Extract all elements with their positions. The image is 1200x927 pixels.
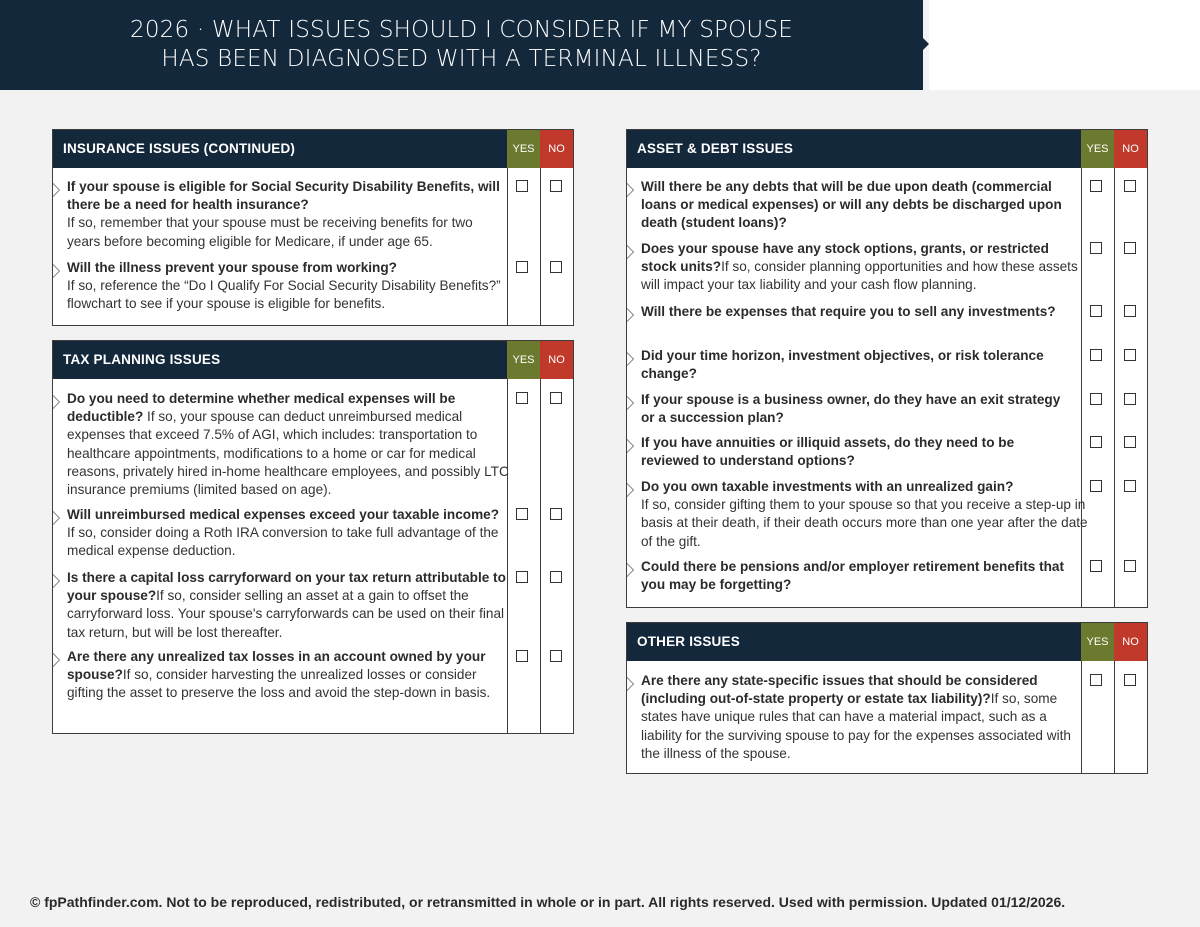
question-item bbox=[627, 472, 1146, 550]
question-text: If your spouse is a business owner, do they have an exit strategy or a succession plan? bbox=[641, 392, 1061, 426]
pointer-icon-fill bbox=[53, 184, 59, 196]
question-text: Will there be expenses that require you to sell any investments? bbox=[641, 304, 1056, 319]
panel-title: TAX PLANNING ISSUES bbox=[63, 352, 221, 367]
yes-checkbox[interactable] bbox=[1090, 674, 1102, 686]
yes-checkbox[interactable] bbox=[1090, 480, 1102, 492]
question-text: Will there be any debts that will be due upon death (commercial loans or medical expenses) or will any debts be discharged upon death (student loans)? bbox=[641, 179, 1062, 231]
yes-column-header: YES bbox=[1081, 130, 1114, 168]
no-checkbox[interactable] bbox=[1124, 242, 1136, 254]
panel-header bbox=[53, 130, 573, 168]
no-checkbox[interactable] bbox=[550, 650, 562, 662]
question-item bbox=[627, 172, 1146, 232]
yes-checkbox[interactable] bbox=[516, 180, 528, 192]
yes-checkbox[interactable] bbox=[516, 650, 528, 662]
panel-header bbox=[53, 341, 573, 379]
yes-checkbox[interactable] bbox=[1090, 305, 1102, 317]
question-text: Will unreimbursed medical expenses exceed your taxable income? If so, consider doing a Roth IRA conversion to take full advantage of the medical expense deduction. bbox=[67, 507, 500, 559]
pointer-icon-fill bbox=[627, 564, 633, 576]
panel-header bbox=[627, 623, 1147, 661]
panel-title: ASSET & DEBT ISSUES bbox=[637, 141, 794, 156]
no-column-header: NO bbox=[1114, 623, 1147, 661]
copyright-footer: © fpPathfinder.com. Not to be reproduced, redistributed, or retransmitted in whole or in part. All rights reserved. Used with permission. Updated 01/12/2026. bbox=[30, 894, 1066, 910]
yes-checkbox[interactable] bbox=[1090, 393, 1102, 405]
no-checkbox[interactable] bbox=[1124, 674, 1136, 686]
question-item bbox=[53, 642, 572, 730]
no-checkbox[interactable] bbox=[1124, 180, 1136, 192]
pointer-icon-fill bbox=[627, 184, 633, 196]
pointer-icon-fill bbox=[53, 512, 59, 524]
pointer-icon-fill bbox=[53, 265, 59, 277]
question-item bbox=[53, 563, 572, 641]
pointer-icon-fill bbox=[627, 397, 633, 409]
no-checkbox[interactable] bbox=[1124, 349, 1136, 361]
header-banner bbox=[0, 0, 923, 90]
question-text: Did your time horizon, investment objectives, or risk tolerance change? bbox=[641, 348, 1044, 382]
yes-column-header: YES bbox=[507, 341, 540, 379]
pointer-icon-fill bbox=[53, 396, 59, 408]
question-text: If you have annuities or illiquid assets, do they need to be reviewed to understand options? bbox=[641, 435, 1015, 469]
question-text: Will the illness prevent your spouse from working? If so, reference the “Do I Qualify For Social Security Disability Benefits?” flowchart to see if your spouse is eligible for benefits. bbox=[67, 260, 501, 312]
question-item bbox=[627, 428, 1146, 470]
no-checkbox[interactable] bbox=[1124, 305, 1136, 317]
no-checkbox[interactable] bbox=[1124, 560, 1136, 572]
question-text: If your spouse is eligible for Social Security Disability Benefits, will there be a need for health insurance? If so, remember that your spouse must be receiving benefits for two years before becoming eligible for Medicare, if under age 65. bbox=[67, 179, 500, 249]
yes-checkbox[interactable] bbox=[1090, 180, 1102, 192]
yes-checkbox[interactable] bbox=[516, 508, 528, 520]
question-text: Is there a capital loss carryforward on your tax return attributable to your spouse?If so, consider selling an asset at a gain to offset the carryforward loss. Your spouse's carryforwards can be used on their final tax return, but will be lost thereafter. bbox=[67, 570, 506, 640]
panel-header bbox=[627, 130, 1147, 168]
pointer-icon-fill bbox=[627, 678, 633, 690]
page-title-line-2: HAS BEEN DIAGNOSED WITH A TERMINAL ILLNESS? bbox=[161, 46, 762, 72]
question-text: Do you need to determine whether medical expenses will be deductible? If so, your spouse can deduct unreimbursed medical expenses that exceed 7.5% of AGI, which includes: transportation to healthcare appointments, modifications to a home or car for medical reasons, privately hired in-home healthcare employees, and possibly LTC insurance premiums (limited based on age). bbox=[67, 391, 509, 498]
pointer-icon-fill bbox=[53, 654, 59, 666]
yes-checkbox[interactable] bbox=[1090, 242, 1102, 254]
question-item bbox=[627, 552, 1146, 594]
yes-column-header: YES bbox=[1081, 623, 1114, 661]
other-issues-panel bbox=[626, 622, 1148, 774]
page-title-line-1: 2026 · WHAT ISSUES SHOULD I CONSIDER IF MY SPOUSE bbox=[130, 17, 793, 43]
yes-checkbox[interactable] bbox=[1090, 560, 1102, 572]
question-item bbox=[53, 172, 572, 252]
question-item bbox=[53, 384, 572, 499]
asset-debt-panel bbox=[626, 129, 1148, 608]
pointer-icon-fill bbox=[627, 309, 633, 321]
question-text: Are there any state-specific issues that should be considered (including out-of-state property or estate tax liability)?If so, some states have unique rules that can have a material impact, such as a liability for the surviving spouse to pay for the expenses associated with the illness of the spouse. bbox=[641, 673, 1071, 761]
question-text: Do you own taxable investments with an unrealized gain? If so, consider gifting them to your spouse so that you receive a step-up in basis at their death, if their death occurs more than one year after the date of the gift. bbox=[641, 479, 1088, 549]
question-item bbox=[627, 234, 1146, 294]
question-text: Are there any unrealized tax losses in an account owned by your spouse?If so, consider harvesting the unrealized losses or consider gifting the asset to preserve the loss and avoid the step-down in basis. bbox=[67, 649, 491, 701]
question-item bbox=[53, 500, 572, 562]
question-item bbox=[627, 341, 1146, 383]
question-item bbox=[627, 385, 1146, 427]
pointer-icon-fill bbox=[627, 440, 633, 452]
question-text: Does your spouse have any stock options, grants, or restricted stock units?If so, consider planning opportunities and how these assets will impact your tax liability and your cash flow planning. bbox=[641, 241, 1078, 293]
pointer-icon-fill bbox=[627, 484, 633, 496]
panel-title: OTHER ISSUES bbox=[637, 634, 740, 649]
insurance-panel bbox=[52, 129, 574, 326]
no-checkbox[interactable] bbox=[550, 180, 562, 192]
no-checkbox[interactable] bbox=[1124, 436, 1136, 448]
no-column-header: NO bbox=[540, 341, 573, 379]
no-column-header: NO bbox=[540, 130, 573, 168]
no-checkbox[interactable] bbox=[550, 571, 562, 583]
no-checkbox[interactable] bbox=[1124, 393, 1136, 405]
yes-checkbox[interactable] bbox=[1090, 436, 1102, 448]
tax-planning-panel bbox=[52, 340, 574, 734]
question-item bbox=[627, 666, 1146, 766]
yes-checkbox[interactable] bbox=[516, 392, 528, 404]
yes-checkbox[interactable] bbox=[516, 261, 528, 273]
no-checkbox[interactable] bbox=[550, 508, 562, 520]
no-checkbox[interactable] bbox=[1124, 480, 1136, 492]
yes-checkbox[interactable] bbox=[1090, 349, 1102, 361]
question-item bbox=[627, 297, 1146, 339]
page-title bbox=[0, 16, 923, 74]
yes-checkbox[interactable] bbox=[516, 571, 528, 583]
pointer-icon-fill bbox=[627, 353, 633, 365]
header-blank-area bbox=[929, 0, 1200, 90]
no-checkbox[interactable] bbox=[550, 392, 562, 404]
pointer-icon-fill bbox=[53, 575, 59, 587]
yes-column-header: YES bbox=[507, 130, 540, 168]
no-checkbox[interactable] bbox=[550, 261, 562, 273]
question-item bbox=[53, 253, 572, 323]
question-text: Could there be pensions and/or employer retirement benefits that you may be forgetting? bbox=[641, 559, 1064, 593]
pointer-icon-fill bbox=[627, 246, 633, 258]
no-column-header: NO bbox=[1114, 130, 1147, 168]
panel-title: INSURANCE ISSUES (CONTINUED) bbox=[63, 141, 296, 156]
